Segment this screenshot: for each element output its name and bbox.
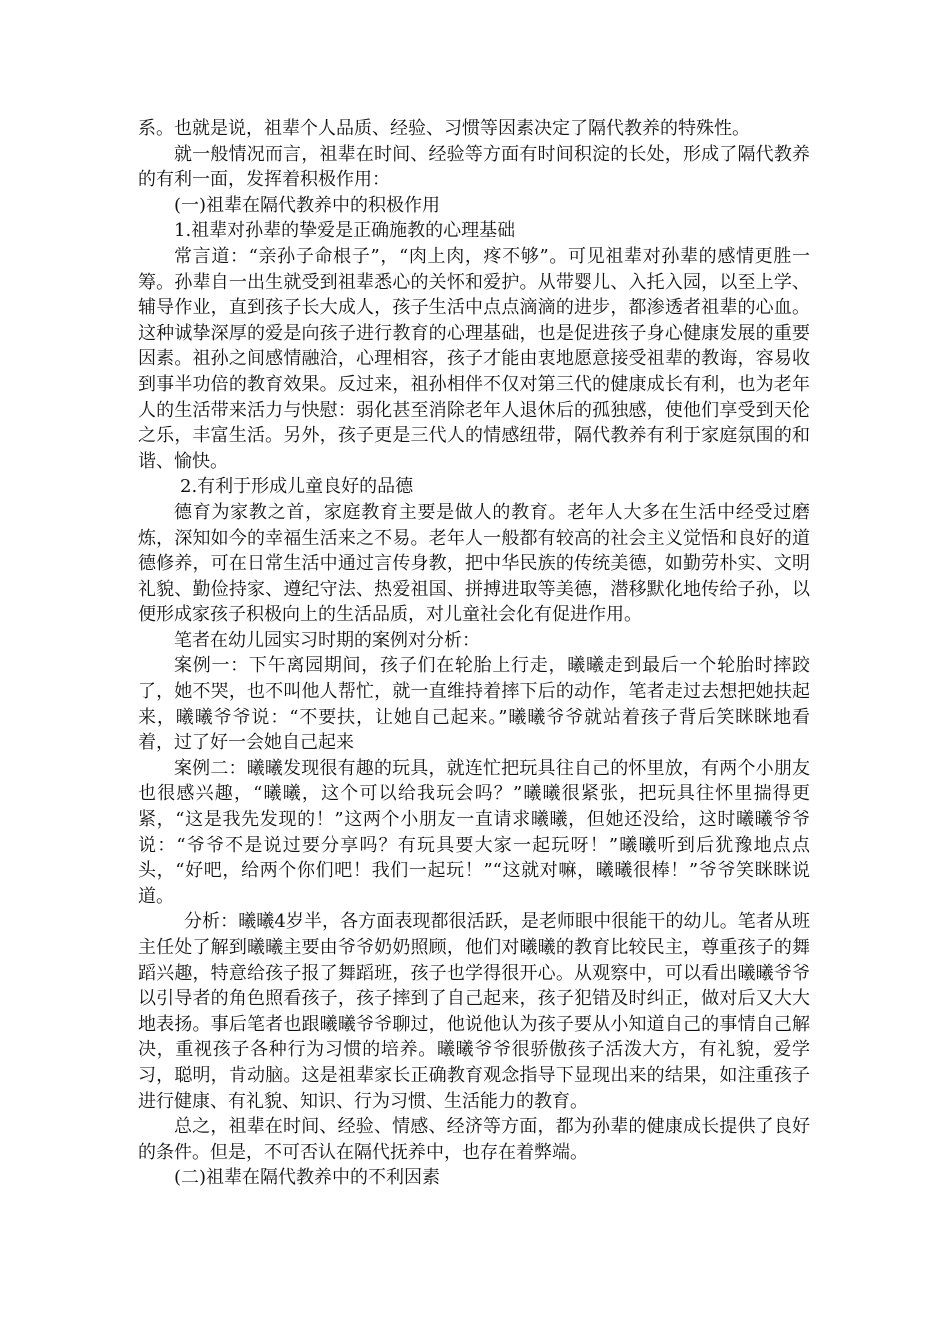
section-heading-positive-role: (一)祖辈在隔代教养中的积极作用 (174, 194, 441, 216)
paragraph-continuation: 系。也就是说，祖辈个人品质、经验、习惯等因素决定了隔代教养的特殊性。 (138, 118, 750, 139)
paragraph-moral-character: 德育为家教之首，家庭教育主要是做人的教育。老年人大多在生活中经受过磨炼，深知如今的幸福生活来之不易。老年人一般都有较高的社会主义觉悟和良好的道德修养，可在日常生活中通过言传身教，把中华民族的传统美德，如勤劳朴实、文明礼貌、勤俭持家、遵纪守法、热爱祖国、拼搏进取等美德，潜移默化地传给子孙，以便形成家孩子积极向上的生活品质，对儿童社会化有促进作用。 (138, 501, 810, 626)
paragraph-summary: 总之，祖辈在时间、经验、情感、经济等方面，都为孙辈的健康成长提供了良好的条件。但是，不可否认在隔代抚养中，也存在着弊端。 (138, 1116, 810, 1163)
subheading-moral-character: 2.有利于形成儿童良好的品德 (180, 476, 414, 498)
paragraph-analysis: 分析：曦曦4岁半，各方面表现都很活跃，是老师眼中很能干的幼儿。笔者从班主任处了解到曦曦主要由爷爷奶奶照顾，他们对曦曦的教育比较民主，尊重孩子的舞蹈兴趣，特意给孩子报了舞蹈班，孩子也学得很开心。从观察中，可以看出曦曦爷爷以引导者的角色照看孩子，孩子摔到了自己起来，孩子犯错及时纠正，做对后又大大地表扬。事后笔者也跟曦曦爷爷聊过，他说他认为孩子要从小知道自己的事情自己解决，重视孩子各种行为习惯的培养。曦曦爷爷很骄傲孩子活泼大方，有礼貌，爱学习，聪明，肯动脑。这是祖辈家长正确教育观念指导下显现出来的结果，如注重孩子进行健康、有礼貌、知识、行为习惯、生活能力的教育。 (138, 911, 810, 1112)
section-heading-negative-factors: (二)祖辈在隔代教养中的不利因素 (174, 1167, 441, 1189)
paragraph-love-foundation: 常言道：“亲孙子命根子”，“肉上肉，疼不够”。可见祖辈对孙辈的感情更胜一筹。孙辈自一出生就受到祖辈悉心的关怀和爱护。从带婴儿、入托入园，以至上学、辅导作业，直到孩子长大成人，孩子生活中点点滴滴的进步，都渗透者祖辈的心血。这种诚挚深厚的爱是向孩子进行教育的心理基础，也是促进孩子身心健康发展的重要因素。祖孙之间感情融洽，心理相容，孩子才能由衷地愿意接受祖辈的教诲，容易收到事半功倍的教育效果。反过来，祖孙相伴不仅对第三代的健康成长有利，也为老年人的生活带来活力与快慰：弱化甚至消除老年人退休后的孤独感，使他们享受到天伦之乐，丰富生活。另外，孩子更是三代人的情感纽带，隔代教养有利于家庭氛围的和谐、愉快。 (138, 245, 810, 472)
paragraph-case-one: 案例一：下午离园期间，孩子们在轮胎上行走，曦曦走到最后一个轮胎时摔跤了，她不哭，也不叫他人帮忙，就一直维持着摔下后的动作，笔者走过去想把她扶起来，曦曦爷爷说：“不要扶，让她自己起来。”曦曦爷爷就站着孩子背后笑眯眯地看着，过了好一会她自己起来 (138, 655, 810, 754)
paragraph-case-intro: 笔者在幼儿园实习时期的案例对分析： (174, 629, 480, 651)
paragraph-general-situation: 就一般情况而言，祖辈在时间、经验等方面有时间积淀的长处，形成了隔代教养的有利一面，发挥着积极作用： (138, 143, 810, 191)
document-body (138, 116, 810, 1191)
paragraph-case-two: 案例二：曦曦发现很有趣的玩具，就连忙把玩具往自己的怀里放，有两个小朋友也很感兴趣，“曦曦，这个可以给我玩会吗？”曦曦很紧张，把玩具往怀里揣得更紧，“这是我先发现的！”这两个小朋友一直请求曦曦，但她还没给，这时曦曦爷爷说：“爷爷不是说过要分享吗？有玩具要大家一起玩呀！”曦曦听到后犹豫地点点头，“好吧，给两个你们吧！我们一起玩！”“这就对嘛，曦曦很棒！”爷爷笑眯眯说道。 (138, 757, 810, 907)
subheading-love-foundation: 1.祖辈对孙辈的挚爱是正确施教的心理基础 (174, 220, 516, 242)
